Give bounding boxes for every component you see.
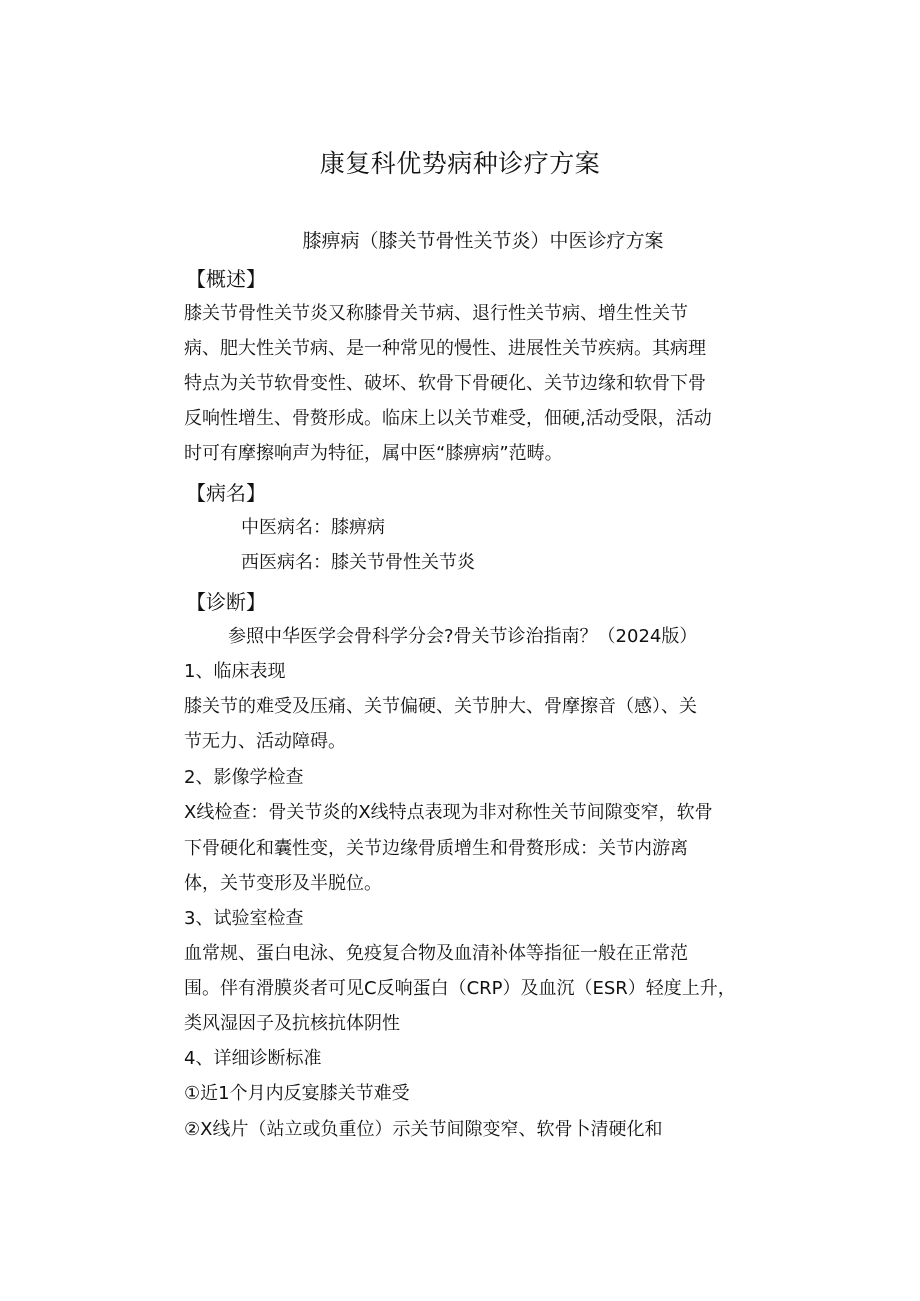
section-line: 节无力、活动障碍。 (184, 731, 346, 752)
section-line: ①近1个月内反宴膝关节难受 (184, 1083, 410, 1104)
disease-name-heading: 【病名】 (186, 481, 266, 505)
section-title: 2、影像学检查 (184, 767, 304, 788)
western-disease-name: 西医病名：膝关节骨性关节炎 (241, 552, 475, 573)
section-line: 围。伴有滑膜炎者可见C反响蛋白（CRP）及血沉（ESR）轻度上升， (184, 978, 736, 999)
document-subtitle: 膝痹病（膝关节骨性关节炎）中医诊疗方案 (302, 230, 664, 252)
diagnosis-reference: 参照中华医学会骨科学分会?骨关节诊治指南？（2024版） (228, 626, 698, 647)
section-line: 体，关节变形及半脱位。 (184, 873, 382, 894)
overview-line: 反响性增生、骨赘形成。临床上以关节难受，佃硬,活动受限，活动 (184, 408, 712, 429)
section-line: X线检查：骨关节炎的X线特点表现为非对称性关节间隙变窄，软骨 (184, 802, 713, 823)
document-title: 康复科优势病种诊疗方案 (319, 149, 601, 178)
section-line: 下骨硬化和囊性变，关节边缘骨质增生和骨赘形成：关节内游离 (184, 838, 688, 859)
overview-line: 膝关节骨性关节炎又称膝骨关节病、退行性关节病、增生性关节 (184, 303, 688, 324)
overview-heading: 【概述】 (186, 267, 266, 291)
section-line: 血常规、蛋白电泳、免疫复合物及血清补体等指征一般在正常范 (184, 943, 688, 964)
overview-line: 时可有摩擦响声为特征，属中医“膝痹病”范畴。 (184, 443, 563, 464)
tcm-disease-name: 中医病名：膝痹病 (241, 517, 385, 538)
overview-line: 特点为关节软骨变性、破坏、软骨下骨硬化、关节边缘和软骨下骨 (184, 373, 706, 394)
section-title: 3、试验室检查 (184, 908, 304, 929)
section-line: 类风湿因子及抗核抗体阴性 (184, 1013, 400, 1034)
section-title: 4、详细诊断标准 (184, 1048, 322, 1069)
section-title: 1、临床表现 (184, 661, 286, 682)
overview-line: 病、肥大性关节病、是一种常见的慢性、进展性关节疾病。其病理 (184, 338, 706, 359)
section-line: ②X线片（站立或负重位）示关节间隙变窄、软骨卜清硬化和 (184, 1119, 663, 1140)
diagnosis-heading: 【诊断】 (186, 590, 266, 614)
section-line: 膝关节的难受及压痛、关节偏硬、关节肿大、骨摩擦音（感）、关 (184, 696, 697, 717)
